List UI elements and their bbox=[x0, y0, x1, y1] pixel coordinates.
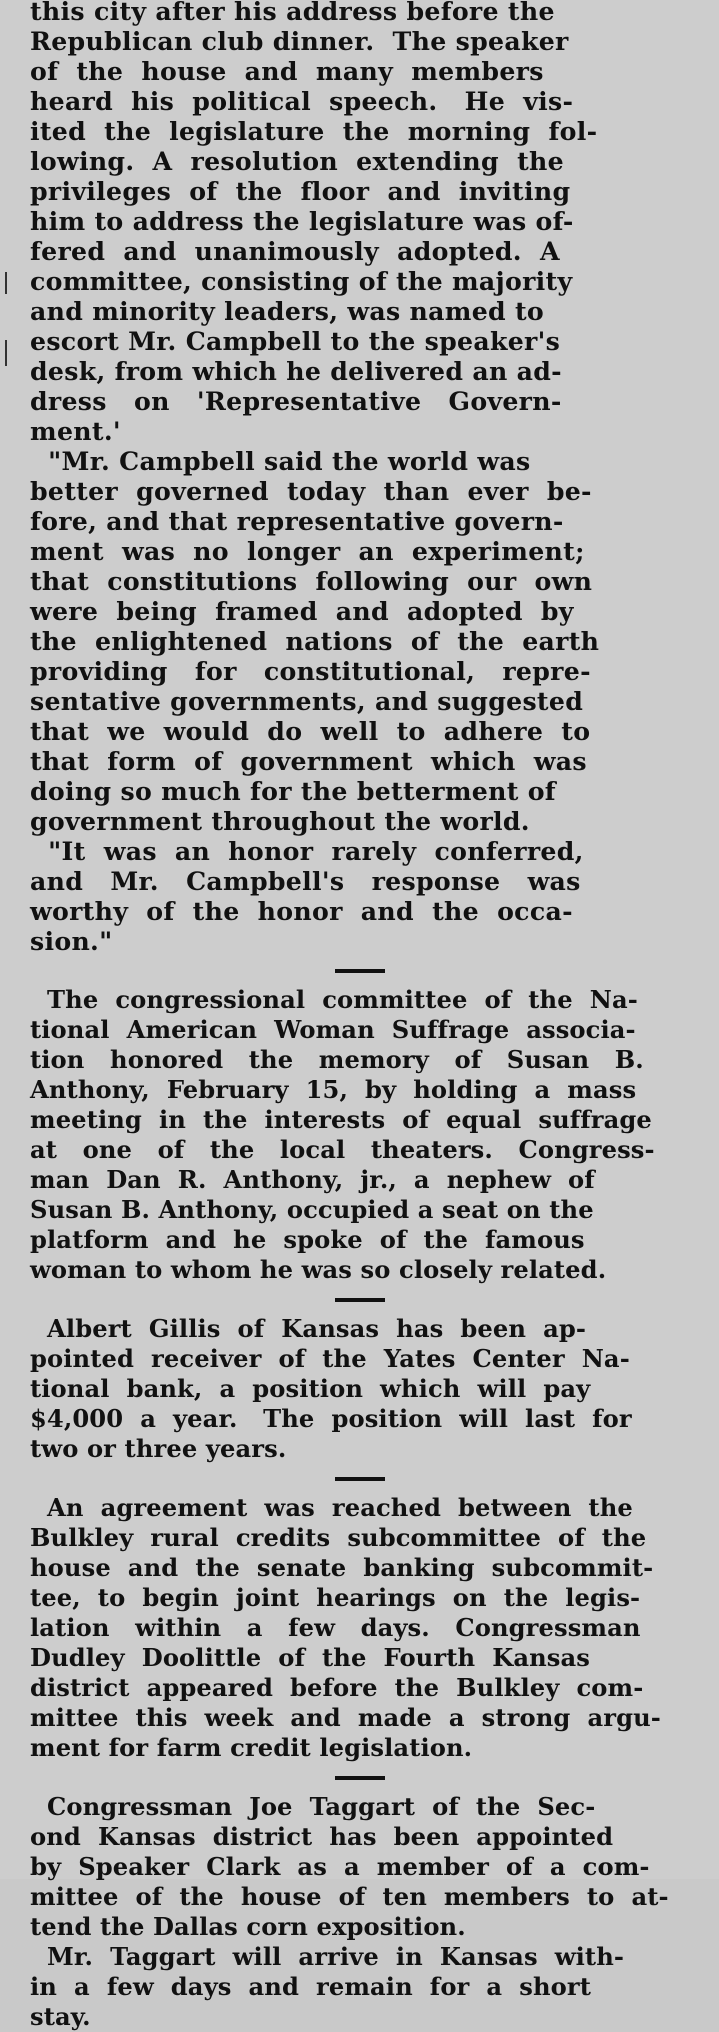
text-line: desk, from which he delivered an ad- bbox=[30, 356, 562, 386]
text-line: ond Kansas district has been appointed bbox=[30, 1822, 614, 1851]
text-line: mittee of the house of ten members to at- bbox=[30, 1882, 669, 1911]
text-line: Susan B. Anthony, occupied a seat on the bbox=[30, 1195, 594, 1224]
text-line: mittee this week and made a strong argu- bbox=[30, 1703, 661, 1732]
text-line: district appeared before the Bulkley com- bbox=[30, 1673, 644, 1702]
text-line: committee, consisting of the majority bbox=[30, 266, 573, 296]
text-line: meeting in the interests of equal suffrage bbox=[30, 1105, 652, 1134]
text-line: tion honored the memory of Susan B. bbox=[30, 1045, 644, 1074]
margin-mark bbox=[5, 340, 7, 366]
text-line: An agreement was reached between the bbox=[30, 1493, 633, 1522]
text-line: that form of government which was bbox=[30, 746, 587, 776]
section-divider bbox=[30, 1285, 702, 1314]
text-line: platform and he spoke of the famous bbox=[30, 1225, 585, 1254]
text-line: fore, and that representative govern- bbox=[30, 506, 564, 536]
text-line: that we would do well to adhere to bbox=[30, 716, 591, 746]
paragraph-rural-credits bbox=[30, 1493, 702, 1763]
text-line: "Mr. Campbell said the world was bbox=[30, 446, 531, 476]
text-line: "It was an honor rarely conferred, bbox=[30, 836, 584, 866]
text-line: ment.' bbox=[30, 416, 121, 446]
text-line: Mr. Taggart will arrive in Kansas with- bbox=[30, 1942, 625, 1971]
paragraph-taggart-appointment bbox=[30, 1792, 702, 1942]
text-line: fered and unanimously adopted. A bbox=[30, 236, 560, 266]
text-line: Bulkley rural credits subcommittee of the bbox=[30, 1523, 647, 1552]
text-line: man Dan R. Anthony, jr., a nephew of bbox=[30, 1165, 595, 1194]
text-line: Dudley Doolittle of the Fourth Kansas bbox=[30, 1643, 590, 1672]
text-line: that constitutions following our own bbox=[30, 566, 593, 596]
text-line: tee, to begin joint hearings on the legis- bbox=[30, 1583, 641, 1612]
text-line: lation within a few days. Congressman bbox=[30, 1613, 641, 1642]
paragraph-gillis-receiver bbox=[30, 1314, 702, 1464]
text-line: $4,000 a year. The position will last for bbox=[30, 1404, 632, 1433]
text-line: two or three years. bbox=[30, 1434, 287, 1463]
text-line: privileges of the floor and inviting bbox=[30, 176, 571, 206]
text-line: Congressman Joe Taggart of the Sec- bbox=[30, 1792, 596, 1821]
text-line: this city after his address before the bbox=[30, 0, 555, 26]
text-line: stay. bbox=[30, 2002, 91, 2031]
text-line: in a few days and remain for a short bbox=[30, 1972, 591, 2001]
paragraph-suffrage-meeting bbox=[30, 985, 702, 1285]
text-line: of the house and many members bbox=[30, 56, 544, 86]
paragraph-taggart-arrival bbox=[30, 1942, 702, 2032]
text-line: doing so much for the betterment of bbox=[30, 776, 556, 806]
text-line: sion." bbox=[30, 926, 113, 956]
divider-rule bbox=[335, 1477, 385, 1481]
text-line: pointed receiver of the Yates Center Na- bbox=[30, 1344, 630, 1373]
paragraph-honor-conferred bbox=[30, 836, 702, 956]
divider-rule bbox=[335, 969, 385, 973]
text-line: tional bank, a position which will pay bbox=[30, 1374, 591, 1403]
text-line: were being framed and adopted by bbox=[30, 596, 574, 626]
text-line: Albert Gillis of Kansas has been ap- bbox=[30, 1314, 586, 1343]
text-line: Republican club dinner. The speaker bbox=[30, 26, 569, 56]
text-line: tend the Dallas corn exposition. bbox=[30, 1912, 466, 1941]
text-line: escort Mr. Campbell to the speaker's bbox=[30, 326, 561, 356]
text-line: The congressional committee of the Na- bbox=[30, 985, 638, 1014]
paragraph-campbell-quote bbox=[30, 446, 702, 836]
text-line: and Mr. Campbell's response was bbox=[30, 866, 581, 896]
text-line: government throughout the world. bbox=[30, 806, 530, 836]
text-line: worthy of the honor and the occa- bbox=[30, 896, 573, 926]
section-divider bbox=[30, 956, 702, 985]
section-divider bbox=[30, 1464, 702, 1493]
article-column bbox=[30, 0, 702, 2032]
text-line: better governed today than ever be- bbox=[30, 476, 592, 506]
text-line: tional American Woman Suffrage associa- bbox=[30, 1015, 636, 1044]
section-divider bbox=[30, 1763, 702, 1792]
text-line: heard his political speech. He vis- bbox=[30, 86, 574, 116]
divider-rule bbox=[335, 1298, 385, 1302]
text-line: woman to whom he was so closely related. bbox=[30, 1255, 607, 1284]
text-line: dress on 'Representative Govern- bbox=[30, 386, 562, 416]
text-line: him to address the legislature was of- bbox=[30, 206, 574, 236]
text-line: and minority leaders, was named to bbox=[30, 296, 545, 326]
paragraph-legislature-visit bbox=[30, 0, 702, 446]
text-line: ment for farm credit legislation. bbox=[30, 1733, 473, 1762]
text-line: providing for constitutional, repre- bbox=[30, 656, 591, 686]
text-line: the enlightened nations of the earth bbox=[30, 626, 600, 656]
text-line: Anthony, February 15, by holding a mass bbox=[30, 1075, 637, 1104]
margin-mark bbox=[5, 272, 7, 294]
text-line: at one of the local theaters. Congress- bbox=[30, 1135, 655, 1164]
text-line: lowing. A resolution extending the bbox=[30, 146, 564, 176]
text-line: by Speaker Clark as a member of a com- bbox=[30, 1852, 650, 1881]
divider-rule bbox=[335, 1776, 385, 1780]
text-line: sentative governments, and suggested bbox=[30, 686, 584, 716]
text-line: ment was no longer an experiment; bbox=[30, 536, 585, 566]
text-line: house and the senate banking subcommit- bbox=[30, 1553, 654, 1582]
text-line: ited the legislature the morning fol- bbox=[30, 116, 598, 146]
